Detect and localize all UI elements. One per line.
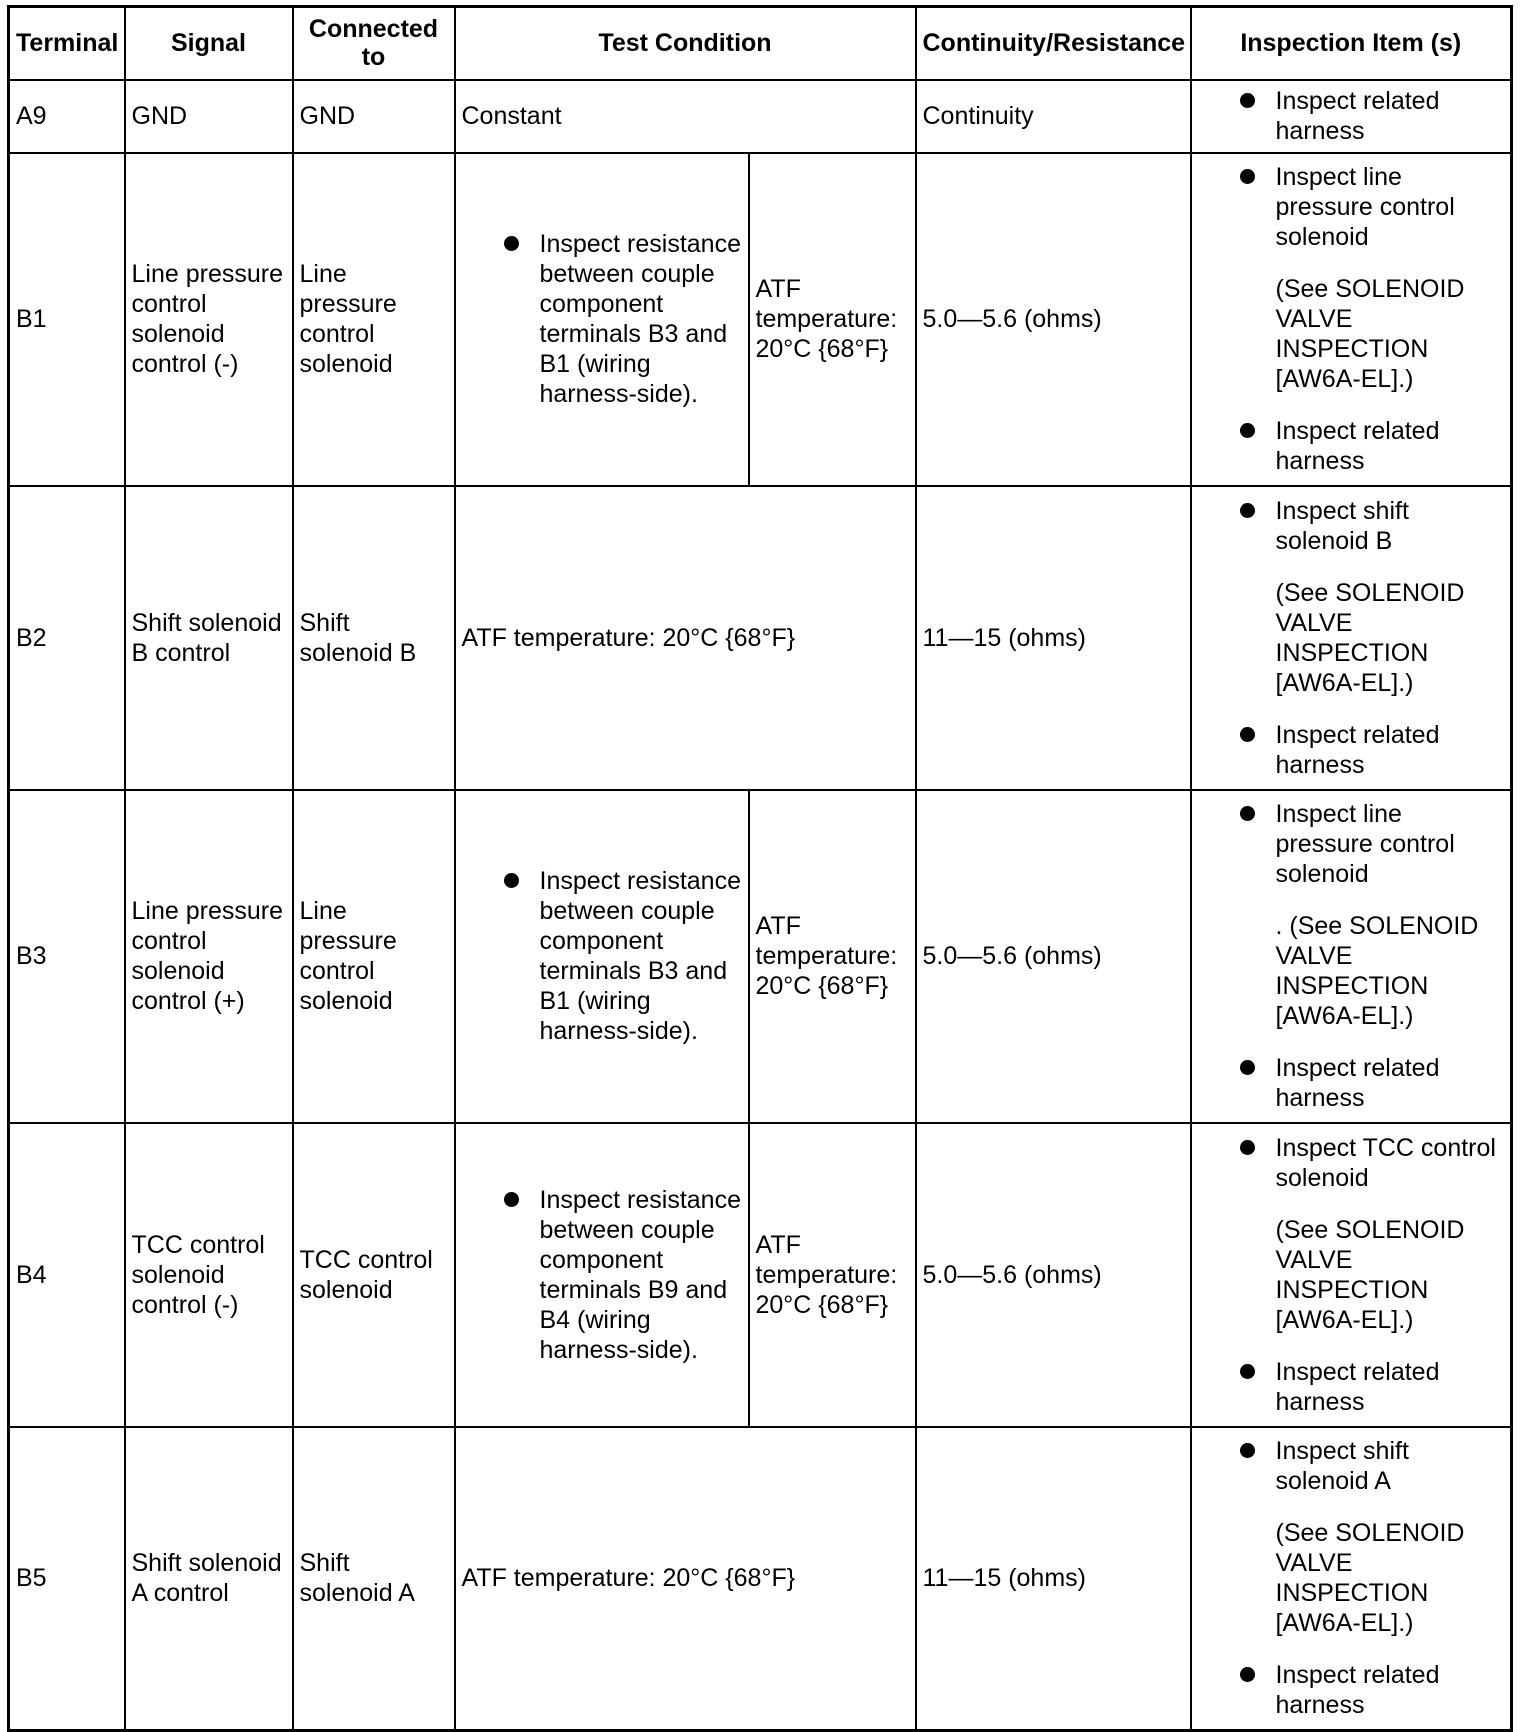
list-item: Inspect resistance between couple component terminals B3 and B1 (wiring harness-side). xyxy=(504,229,742,409)
terminal-cell: B2 xyxy=(9,486,125,790)
header-row xyxy=(9,7,1512,80)
table-row xyxy=(9,790,1512,1123)
bullet-icon xyxy=(1240,1443,1255,1458)
test-condition-detail-cell xyxy=(455,790,749,1123)
list-item: Inspect related harness xyxy=(1240,720,1505,780)
connected-to-cell: GND xyxy=(293,80,455,153)
test-condition-temp-cell: ATF temperature: 20°C {68°F} xyxy=(749,790,916,1123)
header-terminal: Terminal xyxy=(9,7,125,80)
signal-cell: GND xyxy=(125,80,293,153)
table-row xyxy=(9,1123,1512,1427)
table-row xyxy=(9,486,1512,790)
terminal-cell: B1 xyxy=(9,153,125,486)
inspection-note: . (See SOLENOID VALVE INSPECTION [AW6A-EL].) xyxy=(1275,912,1479,1030)
inspection-note: (See SOLENOID VALVE INSPECTION [AW6A-EL].) xyxy=(1275,1215,1465,1334)
table-row xyxy=(9,1427,1512,1731)
continuity-cell: 5.0—5.6 (ohms) xyxy=(916,153,1191,486)
list-item: Inspect line pressure control solenoid xyxy=(1240,162,1505,252)
continuity-cell: Continuity xyxy=(916,80,1191,153)
signal-cell: TCC control solenoid control (-) xyxy=(125,1123,293,1427)
terminal-cell: B5 xyxy=(9,1427,125,1731)
bullet-icon xyxy=(1240,423,1255,438)
test-condition-detail-cell xyxy=(455,1123,749,1427)
inspection-cell xyxy=(1191,80,1512,153)
bullet-icon xyxy=(1240,727,1255,742)
signal-cell: Shift solenoid B control xyxy=(125,486,293,790)
continuity-cell: 11—15 (ohms) xyxy=(916,1427,1191,1731)
header-signal: Signal xyxy=(125,7,293,80)
bullet-icon xyxy=(1240,93,1255,108)
header-continuity-resistance: Continuity/Resistance xyxy=(916,7,1191,80)
signal-cell: Shift solenoid A control xyxy=(125,1427,293,1731)
inspection-note: (See SOLENOID VALVE INSPECTION [AW6A-EL].) xyxy=(1275,275,1465,393)
bullet-icon xyxy=(1240,1060,1255,1075)
terminal-cell: A9 xyxy=(9,80,125,153)
bullet-icon xyxy=(504,1192,519,1207)
inspection-note: (See SOLENOID VALVE INSPECTION [AW6A-EL].) xyxy=(1275,578,1465,697)
connected-to-cell: Shift solenoid A xyxy=(293,1427,455,1731)
test-condition-cell: Constant xyxy=(455,80,916,153)
connected-to-cell: Line pressure control solenoid xyxy=(293,153,455,486)
list-item: Inspect shift solenoid A xyxy=(1240,1436,1505,1496)
inspection-cell xyxy=(1191,790,1512,1123)
bullet-icon xyxy=(504,873,519,888)
bullet-icon xyxy=(1240,1667,1255,1682)
list-item: Inspect related harness xyxy=(1240,1660,1505,1720)
bullet-icon xyxy=(504,236,519,251)
list-item: Inspect related harness xyxy=(1240,1357,1505,1417)
test-condition-cell: ATF temperature: 20°C {68°F} xyxy=(455,486,916,790)
terminal-inspection-table xyxy=(7,5,1513,1732)
test-condition-cell: ATF temperature: 20°C {68°F} xyxy=(455,1427,916,1731)
continuity-cell: 11—15 (ohms) xyxy=(916,486,1191,790)
list-item: Inspect related harness xyxy=(1240,416,1505,476)
list-item: Inspect resistance between couple component terminals B9 and B4 (wiring harness-side). xyxy=(504,1185,742,1365)
inspection-cell xyxy=(1191,486,1512,790)
inspection-cell xyxy=(1191,1427,1512,1731)
connected-to-cell: Shift solenoid B xyxy=(293,486,455,790)
signal-cell: Line pressure control solenoid control (-) xyxy=(125,153,293,486)
bullet-icon xyxy=(1240,1140,1255,1155)
list-item: Inspect resistance between couple component terminals B3 and B1 (wiring harness-side). xyxy=(504,866,742,1046)
inspection-cell xyxy=(1191,1123,1512,1427)
list-item: Inspect shift solenoid B xyxy=(1240,496,1505,556)
connected-to-cell: Line pressure control solenoid xyxy=(293,790,455,1123)
table-row xyxy=(9,80,1512,153)
list-item: Inspect related harness xyxy=(1240,86,1505,146)
terminal-cell: B4 xyxy=(9,1123,125,1427)
continuity-cell: 5.0—5.6 (ohms) xyxy=(916,1123,1191,1427)
header-inspection-items: Inspection Item (s) xyxy=(1191,7,1512,80)
bullet-icon xyxy=(1240,806,1255,821)
header-test-condition: Test Condition xyxy=(455,7,916,80)
signal-cell: Line pressure control solenoid control (+) xyxy=(125,790,293,1123)
table-row xyxy=(9,153,1512,486)
list-item: Inspect line pressure control solenoid xyxy=(1240,799,1505,889)
test-condition-detail-cell xyxy=(455,153,749,486)
bullet-icon xyxy=(1240,503,1255,518)
bullet-icon xyxy=(1240,1364,1255,1379)
connected-to-cell: TCC control solenoid xyxy=(293,1123,455,1427)
test-condition-temp-cell: ATF temperature: 20°C {68°F} xyxy=(749,153,916,486)
terminal-cell: B3 xyxy=(9,790,125,1123)
inspection-cell xyxy=(1191,153,1512,486)
test-condition-temp-cell: ATF temperature: 20°C {68°F} xyxy=(749,1123,916,1427)
list-item: Inspect TCC control solenoid xyxy=(1240,1133,1505,1193)
header-connected-to: Connected to xyxy=(293,7,455,80)
list-item: Inspect related harness xyxy=(1240,1053,1505,1113)
continuity-cell: 5.0—5.6 (ohms) xyxy=(916,790,1191,1123)
inspection-note: (See SOLENOID VALVE INSPECTION [AW6A-EL].) xyxy=(1275,1519,1465,1638)
bullet-icon xyxy=(1240,169,1255,184)
